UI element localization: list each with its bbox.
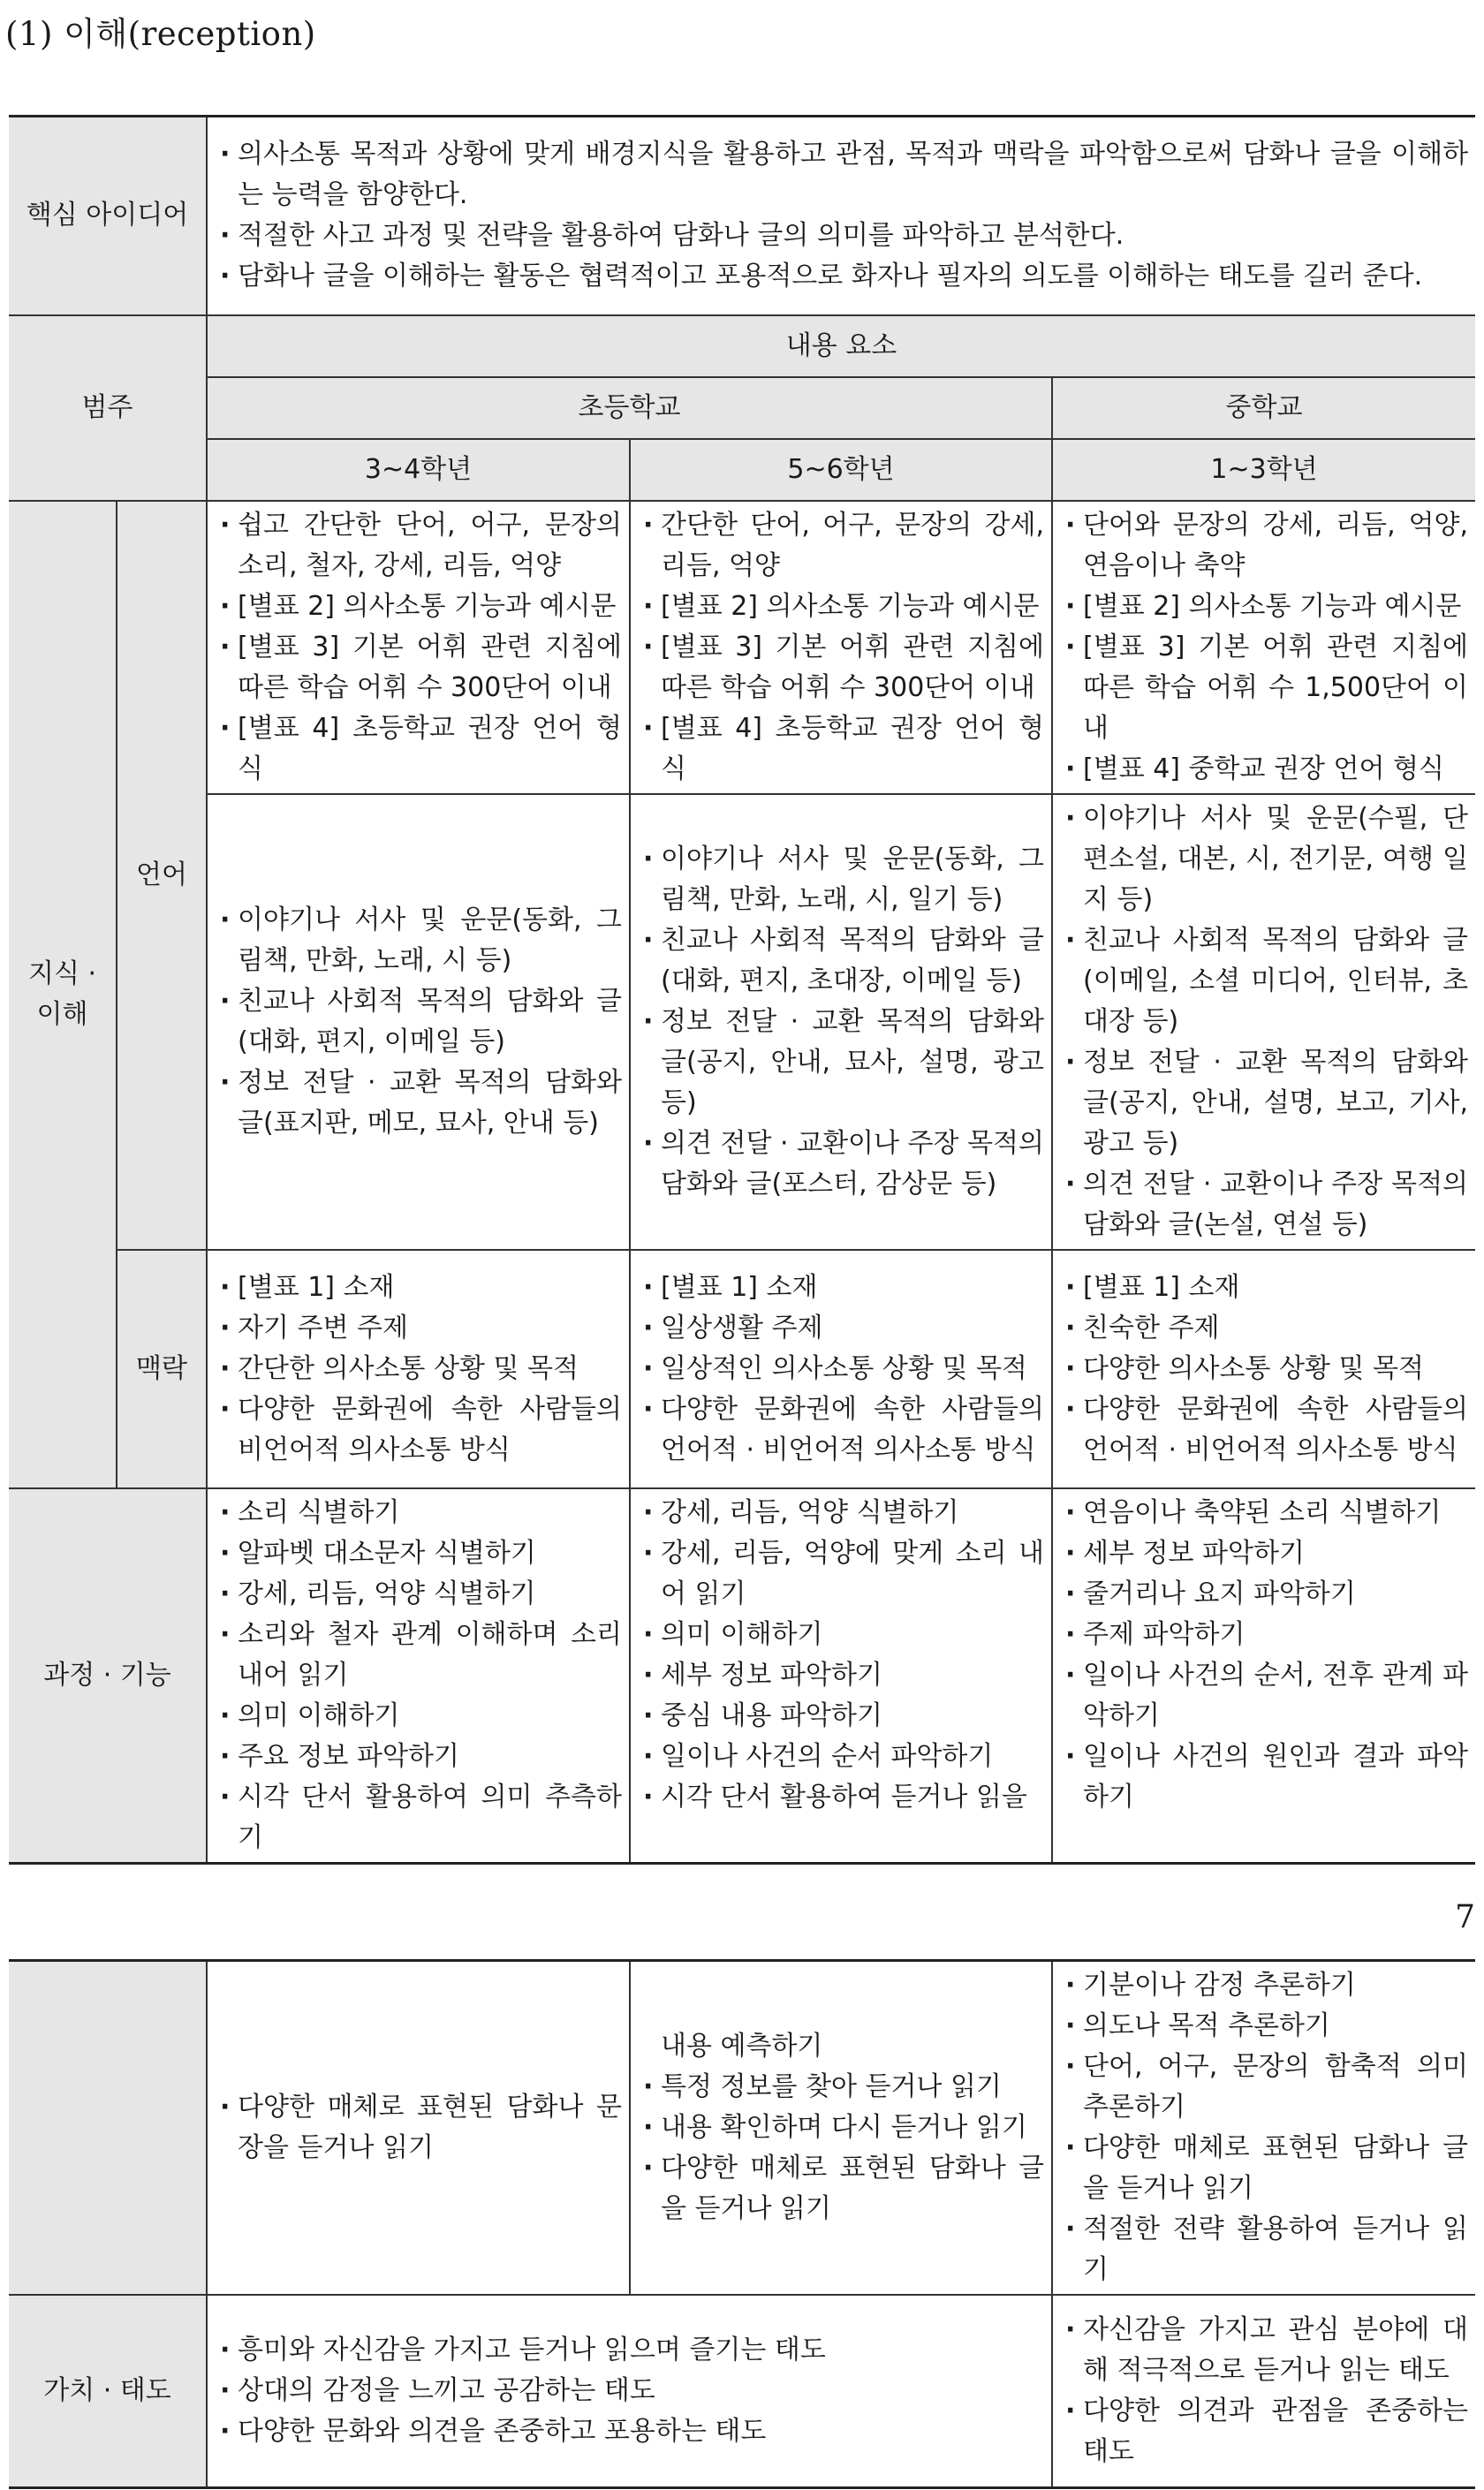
list-item: · 이야기나 서사 및 운문(수필, 단편소설, 대본, 시, 전기문, 여행 일지 등) — [1060, 798, 1468, 920]
context-g56 — [630, 1250, 1052, 1488]
list-item: · 의미 이해하기 — [638, 1615, 1044, 1655]
process-row-2 — [9, 1961, 1475, 2296]
core-idea-row — [9, 117, 1475, 315]
list-item: · 상대의 감정을 느끼고 공감하는 태도 — [215, 2371, 1044, 2411]
list-item: · 일이나 사건의 순서, 전후 관계 파악하기 — [1060, 1655, 1468, 1737]
list-item: · 의견 전달 · 교환이나 주장 목적의 담화와 글(논설, 연설 등) — [1060, 1164, 1468, 1245]
text-types-g56 — [630, 794, 1052, 1250]
list-item: · [별표 4] 초등학교 권장 언어 형식 — [638, 708, 1044, 790]
category-header: 범주 — [9, 315, 207, 501]
list-item: · [별표 2] 의사소통 기능과 예시문 — [638, 587, 1044, 627]
list-item: · 정보 전달 · 교환 목적의 담화와 글(공지, 안내, 설명, 보고, 기사, 광고 등) — [1060, 1042, 1468, 1164]
list-item: · 일이나 사건의 원인과 결과 파악하기 — [1060, 1737, 1468, 1818]
process-g56 — [630, 1488, 1052, 1864]
list-item: · [별표 1] 소재 — [215, 1268, 622, 1308]
list-item: · 흥미와 자신감을 가지고 듣거나 읽으며 즐기는 태도 — [215, 2330, 1044, 2371]
values-m13 — [1052, 2295, 1475, 2487]
list-item: · 쉽고 간단한 단어, 어구, 문장의 소리, 철자, 강세, 리듬, 억양 — [215, 505, 622, 587]
process-cont-m13 — [1052, 1961, 1475, 2296]
list-item: · 다양한 매체로 표현된 담화나 글을 듣거나 읽기 — [638, 2148, 1044, 2229]
list-item: · 세부 정보 파악하기 — [1060, 1533, 1468, 1574]
list-item: · 중심 내용 파악하기 — [638, 1696, 1044, 1737]
list-item: · 특정 정보를 찾아 듣거나 읽기 — [638, 2067, 1044, 2108]
list-item: · 강세, 리듬, 억양에 맞게 소리 내어 읽기 — [638, 1533, 1044, 1615]
list-item: · [별표 2] 의사소통 기능과 예시문 — [1060, 587, 1468, 627]
list-item: · [별표 3] 기본 어휘 관련 지침에 따른 학습 어휘 수 300단어 이내 — [638, 627, 1044, 708]
list-item: · 일상적인 의사소통 상황 및 목적 — [638, 1349, 1044, 1389]
language-row-1 — [9, 501, 1475, 794]
list-item: · 소리 식별하기 — [215, 1493, 622, 1533]
curriculum-table — [9, 115, 1475, 1865]
elementary-header: 초등학교 — [207, 377, 1052, 439]
list-item: · 의견 전달 · 교환이나 주장 목적의 담화와 글(포스터, 감상문 등) — [638, 1124, 1044, 1205]
language-row-2 — [9, 794, 1475, 1250]
list-item: · 시각 단서 활용하여 의미 추측하기 — [215, 1777, 622, 1858]
context-label: 맥락 — [117, 1250, 207, 1488]
list-item: · 기분이나 감정 추론하기 — [1060, 1965, 1468, 2006]
list-item: · 의사소통 목적과 상황에 맞게 배경지식을 활용하고 관점, 목적과 맥락을 파악함으로써 담화나 글을 이해하는 능력을 함양한다. — [215, 134, 1468, 216]
process-cont-g56-continued-line: 내용 예측하기 — [661, 2031, 823, 2062]
list-item: · 친숙한 주제 — [1060, 1308, 1468, 1349]
language-forms-g34 — [207, 501, 630, 794]
grade-56-header: 5~6학년 — [630, 439, 1052, 501]
list-item: · 간단한 단어, 어구, 문장의 강세, 리듬, 억양 — [638, 505, 1044, 587]
list-item: · 적절한 사고 과정 및 전략을 활용하여 담화나 글의 의미를 파악하고 분석한다. — [215, 216, 1468, 256]
list-item: · 알파벳 대소문자 식별하기 — [215, 1533, 622, 1574]
language-label: 언어 — [117, 501, 207, 1250]
list-item: · [별표 1] 소재 — [638, 1268, 1044, 1308]
grade-34-header: 3~4학년 — [207, 439, 630, 501]
section-title: (1) 이해(reception) — [5, 15, 316, 53]
process-g34 — [207, 1488, 630, 1864]
context-row — [9, 1250, 1475, 1488]
list-item: · 이야기나 서사 및 운문(동화, 그림책, 만화, 노래, 시 등) — [215, 900, 622, 981]
list-item: · 시각 단서 활용하여 듣거나 읽을 — [638, 1777, 1044, 1818]
list-item: · 일이나 사건의 순서 파악하기 — [638, 1737, 1044, 1777]
page-number: 7 — [1455, 1899, 1475, 1935]
list-item: · 다양한 매체로 표현된 담화나 문장을 듣거나 읽기 — [215, 2087, 622, 2168]
list-item: · 강세, 리듬, 억양 식별하기 — [638, 1493, 1044, 1533]
list-item: · 의도나 목적 추론하기 — [1060, 2006, 1468, 2047]
process-cont-g56 — [630, 1961, 1052, 2296]
list-item: · 자신감을 가지고 관심 분야에 대해 적극적으로 듣거나 읽는 태도 — [1060, 2310, 1468, 2391]
list-item: · 친교나 사회적 목적의 담화와 글(대화, 편지, 이메일 등) — [215, 981, 622, 1063]
values-attitudes-label: 가치 · 태도 — [9, 2295, 207, 2487]
list-item: · 내용 확인하며 다시 듣거나 읽기 — [638, 2108, 1044, 2148]
curriculum-table-continued — [9, 1959, 1475, 2489]
language-forms-m13 — [1052, 501, 1475, 794]
core-idea-list — [215, 134, 1468, 297]
list-item: · 의미 이해하기 — [215, 1696, 622, 1737]
list-item: · 간단한 의사소통 상황 및 목적 — [215, 1349, 622, 1389]
text-types-m13 — [1052, 794, 1475, 1250]
values-row — [9, 2295, 1475, 2487]
list-item: · [별표 3] 기본 어휘 관련 지침에 따른 학습 어휘 수 300단어 이내 — [215, 627, 622, 708]
content-elements-header: 내용 요소 — [207, 315, 1475, 377]
text-types-g34 — [207, 794, 630, 1250]
list-item: · 다양한 의사소통 상황 및 목적 — [1060, 1349, 1468, 1389]
list-item: · 주요 정보 파악하기 — [215, 1737, 622, 1777]
context-g34 — [207, 1250, 630, 1488]
list-item: · 연음이나 축약된 소리 식별하기 — [1060, 1493, 1468, 1533]
header-row-1 — [9, 315, 1475, 377]
list-item: · [별표 3] 기본 어휘 관련 지침에 따른 학습 어휘 수 1,500단어 이내 — [1060, 627, 1468, 749]
process-skills-label: 과정 · 기능 — [9, 1488, 207, 1864]
list-item: · 단어와 문장의 강세, 리듬, 억양, 연음이나 축약 — [1060, 505, 1468, 587]
context-m13 — [1052, 1250, 1475, 1488]
process-continued-label — [9, 1961, 207, 2296]
list-item: · 다양한 매체로 표현된 담화나 글을 듣거나 읽기 — [1060, 2128, 1468, 2209]
middle-school-header: 중학교 — [1052, 377, 1475, 439]
list-item: · 다양한 문화권에 속한 사람들의 언어적 · 비언어적 의사소통 방식 — [638, 1389, 1044, 1471]
list-item: · 친교나 사회적 목적의 담화와 글(대화, 편지, 초대장, 이메일 등) — [638, 920, 1044, 1002]
list-item: · 친교나 사회적 목적의 담화와 글(이메일, 소셜 미디어, 인터뷰, 초대장 등) — [1060, 920, 1468, 1042]
list-item: · 정보 전달 · 교환 목적의 담화와 글(공지, 안내, 묘사, 설명, 광고 등) — [638, 1002, 1044, 1124]
list-item: · 이야기나 서사 및 운문(동화, 그림책, 만화, 노래, 시, 일기 등) — [638, 839, 1044, 920]
list-item: · 정보 전달 · 교환 목적의 담화와 글(표지판, 메모, 묘사, 안내 등) — [215, 1063, 622, 1144]
list-item: · 적절한 전략 활용하여 듣거나 읽기 — [1060, 2209, 1468, 2290]
list-item: · 주제 파악하기 — [1060, 1615, 1468, 1655]
list-item: · 담화나 글을 이해하는 활동은 협력적이고 포용적으로 화자나 필자의 의도를 이해하는 태도를 길러 준다. — [215, 256, 1468, 297]
process-m13 — [1052, 1488, 1475, 1864]
core-idea-content — [207, 117, 1475, 315]
header-row-2 — [9, 377, 1475, 439]
list-item: · 단어, 어구, 문장의 함축적 의미 추론하기 — [1060, 2047, 1468, 2128]
process-row-1 — [9, 1488, 1475, 1864]
grade-m13-header: 1~3학년 — [1052, 439, 1475, 501]
list-item: · 다양한 문화와 의견을 존중하고 포용하는 태도 — [215, 2411, 1044, 2452]
list-item: · 자기 주변 주제 — [215, 1308, 622, 1349]
list-item: · 소리와 철자 관계 이해하며 소리 내어 읽기 — [215, 1615, 622, 1696]
header-row-3 — [9, 439, 1475, 501]
list-item: · 다양한 문화권에 속한 사람들의 비언어적 의사소통 방식 — [215, 1389, 622, 1471]
list-item: · [별표 2] 의사소통 기능과 예시문 — [215, 587, 622, 627]
list-item: · 다양한 의견과 관점을 존중하는 태도 — [1060, 2391, 1468, 2472]
list-item: · 줄거리나 요지 파악하기 — [1060, 1574, 1468, 1615]
list-item: · 다양한 문화권에 속한 사람들의 언어적 · 비언어적 의사소통 방식 — [1060, 1389, 1468, 1471]
values-elementary — [207, 2295, 1052, 2487]
language-forms-g56 — [630, 501, 1052, 794]
list-item: · 일상생활 주제 — [638, 1308, 1044, 1349]
list-item: · [별표 4] 초등학교 권장 언어 형식 — [215, 708, 622, 790]
list-item: · 세부 정보 파악하기 — [638, 1655, 1044, 1696]
list-item: · [별표 4] 중학교 권장 언어 형식 — [1060, 749, 1468, 790]
list-item: · 강세, 리듬, 억양 식별하기 — [215, 1574, 622, 1615]
process-cont-g34 — [207, 1961, 630, 2296]
list-item: · [별표 1] 소재 — [1060, 1268, 1468, 1308]
core-idea-label: 핵심 아이디어 — [9, 117, 207, 315]
knowledge-understanding-label: 지식 · 이해 — [9, 501, 117, 1488]
